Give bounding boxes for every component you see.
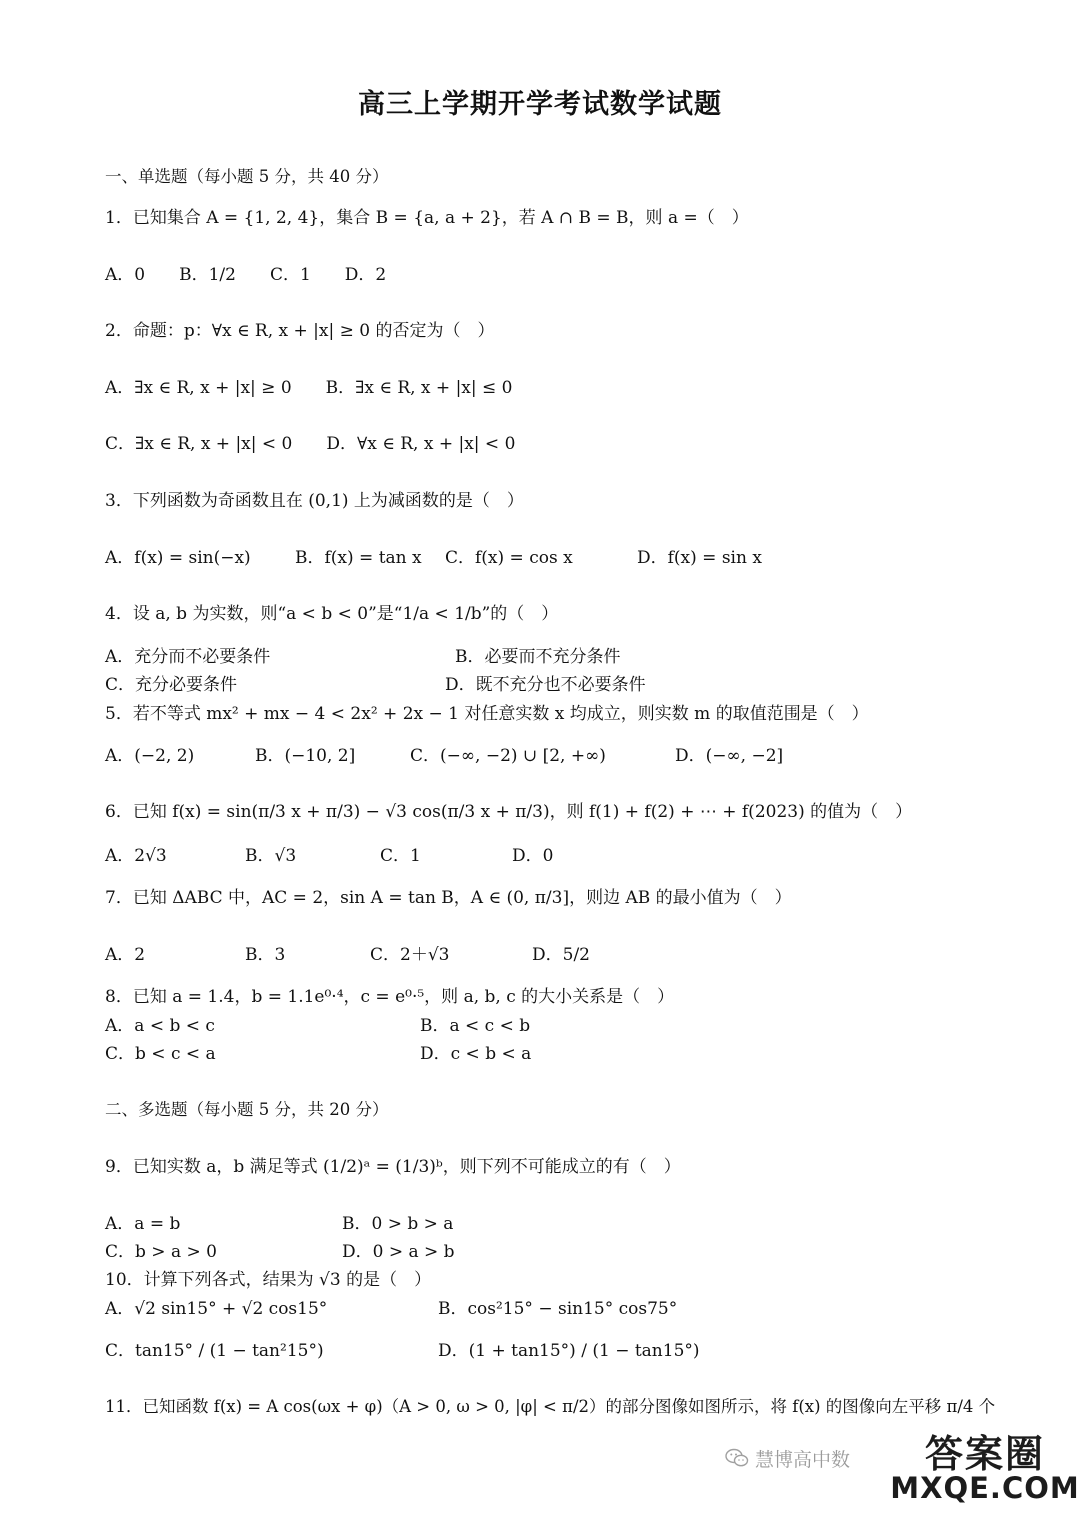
logo-domain: MXQE.COM (890, 1471, 1080, 1506)
question-3-option-a: A．f(x) = sin(−x) (105, 548, 251, 568)
question-9-option-c: C．b > a > 0 (105, 1242, 217, 1262)
question-7: 7．已知 ΔABC 中，AC = 2，sin A = tan B，A ∈ (0, π/3]，则边 AB 的最小值为（ ） (105, 888, 792, 908)
question-8-option-c: C．b < c < a (105, 1044, 216, 1064)
question-7-option-b: B．3 (245, 945, 286, 965)
question-2-options-ab: A．∃x ∈ R, x + |x| ≥ 0 B．∃x ∈ R, x + |x| ≤ 0 (105, 378, 513, 398)
section-heading-multiple-choice: 二、多选题（每小题 5 分，共 20 分） (105, 1100, 389, 1119)
question-1: 1．已知集合 A = {1, 2, 4}，集合 B = {a, a + 2}，若 A ∩ B = B，则 a =（ ） (105, 208, 749, 228)
question-10-option-d: D．(1 + tan15°) / (1 − tan15°) (438, 1341, 700, 1361)
question-4-option-d: D．既不充分也不必要条件 (445, 675, 646, 695)
question-4-option-a: A．充分而不必要条件 (105, 647, 271, 667)
page-title: 高三上学期开学考试数学试题 (358, 89, 722, 120)
question-9-option-b: B．0 > b > a (342, 1214, 454, 1234)
logo-title: 答案圈 (924, 1432, 1045, 1477)
question-8-option-b: B．a < c < b (420, 1016, 531, 1036)
question-11: 11．已知函数 f(x) = A cos(ωx + φ)（A > 0, ω > 0, |φ| < π/2）的部分图像如图所示，将 f(x) 的图像向左平移 π/4 个 (105, 1397, 996, 1416)
question-6-option-a: A．2√3 (105, 846, 167, 866)
question-5: 5．若不等式 mx² + mx − 4 < 2x² + 2x − 1 对任意实数 x 均成立，则实数 m 的取值范围是（ ） (105, 704, 869, 724)
question-2: 2．命题：p：∀x ∈ R, x + |x| ≥ 0 的否定为（ ） (105, 321, 495, 341)
question-4: 4．设 a, b 为实数，则“a < b < 0”是“1/a < 1/b”的（ ） (105, 604, 559, 624)
question-5-option-a: A．(−2, 2) (105, 746, 195, 766)
question-8: 8．已知 a = 1.4，b = 1.1e⁰·⁴，c = e⁰·⁵，则 a, b, c 的大小关系是（ ） (105, 987, 675, 1007)
wechat-icon (725, 1448, 749, 1468)
question-7-option-c: C．2＋√3 (370, 945, 450, 965)
question-7-option-d: D．5/2 (532, 945, 590, 965)
question-9-option-a: A．a = b (105, 1214, 181, 1234)
section-heading-single-choice: 一、单选题（每小题 5 分，共 40 分） (105, 167, 389, 186)
question-10-option-c: C．tan15° / (1 − tan²15°) (105, 1341, 324, 1361)
question-6-option-b: B．√3 (245, 846, 297, 866)
question-3-option-d: D．f(x) = sin x (637, 548, 762, 568)
question-3: 3．下列函数为奇函数且在 (0,1) 上为减函数的是（ ） (105, 491, 524, 511)
question-4-option-c: C．充分必要条件 (105, 675, 238, 695)
question-5-option-c: C．(−∞, −2) ∪ [2, +∞) (410, 746, 606, 766)
question-10: 10．计算下列各式，结果为 √3 的是（ ） (105, 1270, 432, 1290)
question-6: 6．已知 f(x) = sin(π/3 x + π/3) − √3 cos(π/3 x + π/3)，则 f(1) + f(2) + ⋯ + f(2023) 的值为（ ） (105, 802, 913, 822)
question-6-option-d: D．0 (512, 846, 554, 866)
question-2-options-cd: C．∃x ∈ R, x + |x| < 0 D．∀x ∈ R, x + |x| < 0 (105, 434, 516, 454)
question-3-option-c: C．f(x) = cos x (445, 548, 573, 568)
question-7-option-a: A．2 (105, 945, 146, 965)
question-8-option-a: A．a < b < c (105, 1016, 215, 1036)
site-logo (890, 1420, 1080, 1520)
question-1-options: A．0 B．1/2 C．1 D．2 (105, 265, 387, 285)
question-9-option-d: D．0 > a > b (342, 1242, 455, 1262)
watermark-text: 慧博高中数 (755, 1448, 851, 1471)
question-5-option-d: D．(−∞, −2] (675, 746, 784, 766)
question-9: 9．已知实数 a，b 满足等式 (1/2)ᵃ = (1/3)ᵇ，则下列不可能成立的有（ ） (105, 1157, 681, 1177)
question-8-option-d: D．c < b < a (420, 1044, 532, 1064)
question-3-option-b: B．f(x) = tan x (295, 548, 422, 568)
question-10-option-a: A．√2 sin15° + √2 cos15° (105, 1299, 328, 1319)
question-10-option-b: B．cos²15° − sin15° cos75° (438, 1299, 678, 1319)
watermark (725, 1443, 850, 1473)
question-6-option-c: C．1 (380, 846, 421, 866)
question-5-option-b: B．(−10, 2] (255, 746, 356, 766)
question-4-option-b: B．必要而不充分条件 (455, 647, 621, 667)
